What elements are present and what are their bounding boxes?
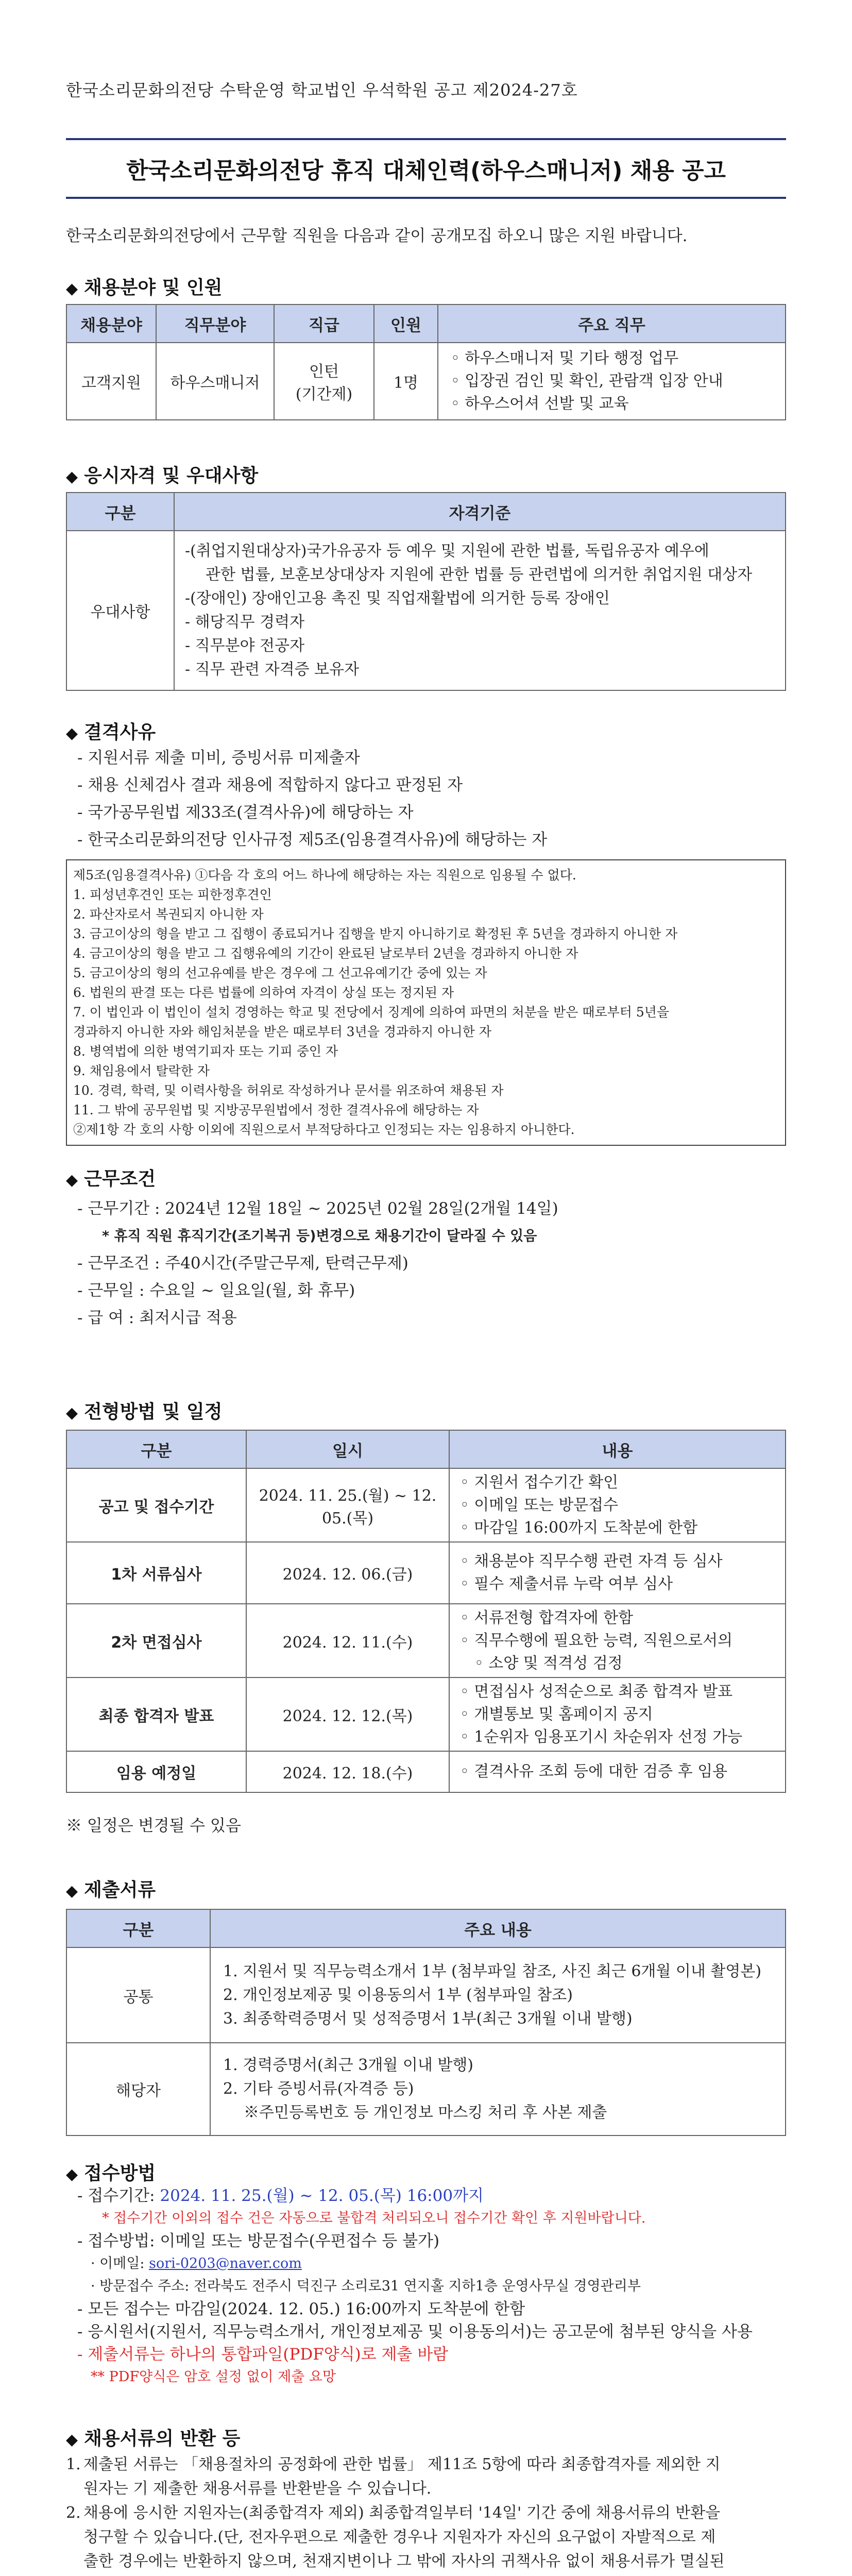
stage-date: 2024. 11. 25.(월) ~ 12. 05.(목) xyxy=(246,1468,449,1542)
section-heading-schedule: ◆ 전형방법 및 일정 xyxy=(66,1401,223,1422)
stage-date: 2024. 12. 18.(수) xyxy=(246,1751,449,1792)
stage-content: ◦ 면접심사 성적순으로 최종 합격자 발표 ◦ 개별통보 및 홈페이지 공지 ◦ 1순위자 임용포기시 차순위자 선정 가능 xyxy=(449,1677,786,1751)
apply-period-note: * 접수기간 이외의 접수 건은 자동으로 불합격 처리되오니 접수기간 확인 후 지원바랍니다. xyxy=(102,2210,646,2226)
return-list: 1. 제출된 서류는 「채용절차의 공정화에 관한 법률」 제11조 5항에 따라 최종합격자를 제외한 지 원자는 기 제출한 채용서류를 반환받을 수 있습니다. 2. 채용에 응시한 지원자는(최종합격자 제외) 최종합격일부터 '14일' 기간 중에 채용서류의 반환을 청구할 수 있습니다.(단, 전자우편으로 제출한 경우나 지원자가 자신의 요구없이 자발적으로 제 출한 경우에는 반환하지 않으며, 천재지변이나 그 밖에 자사의 귀책사유 없이 채용서류가 멸실된 xyxy=(66,2455,725,2570)
th-criteria: 자격기준 xyxy=(174,493,786,531)
cond-days: - 근무일 : 수요일 ~ 일요일(월, 화 휴무) xyxy=(77,1281,355,1300)
section-heading-conditions: ◆ 근무조건 xyxy=(66,1168,156,1190)
section-heading-qual: ◆ 응시자격 및 우대사항 xyxy=(66,465,259,486)
stage-name: 공고 및 접수기간 xyxy=(66,1468,246,1542)
diamond-icon: ◆ xyxy=(66,1404,78,1422)
apply-pdf-note: ** PDF양식은 암호 설정 없이 제출 요망 xyxy=(91,2369,336,2385)
duty-item: ◦ 입장권 검인 및 확인, 관람객 입장 안내 xyxy=(451,370,785,393)
recruit-job: 하우스매니저 xyxy=(156,343,274,420)
th-date: 일시 xyxy=(246,1430,449,1468)
disqual-list xyxy=(66,744,547,854)
diamond-icon: ◆ xyxy=(66,1171,78,1189)
stage-date: 2024. 12. 11.(수) xyxy=(246,1604,449,1677)
stage-name: 최종 합격자 발표 xyxy=(66,1677,246,1751)
page-title: 한국소리문화의전당 휴직 대체인력(하우스매니저) 채용 공고 xyxy=(126,158,726,184)
stage-name: 2차 면접심사 xyxy=(66,1604,246,1677)
section-heading-recruit: ◆ 채용분야 및 인원 xyxy=(66,277,223,298)
stage-date: 2024. 12. 06.(금) xyxy=(246,1542,449,1604)
documents-table xyxy=(66,1909,786,2136)
doc-applicable-list: 1. 경력증명서(최근 3개월 이내 발행) 2. 기타 증빙서류(자격증 등) ※주민등록번호 등 개인정보 마스킹 처리 후 사본 제출 xyxy=(210,2043,786,2136)
stage-content: ◦ 채용분야 직무수행 관련 자격 등 심사 ◦ 필수 제출서류 누락 여부 심사 xyxy=(449,1542,786,1604)
diamond-icon: ◆ xyxy=(66,724,78,742)
qual-item: - 직무분야 전공자 xyxy=(185,637,305,655)
article5-box: 제5조(임용결격사유) ①다음 각 호의 어느 하나에 해당하는 자는 직원으로 임용될 수 없다. 1. 피성년후견인 또는 피한정후견인 2. 파산자로서 복권되지 아니한 자 3. 금고이상의 형을 받고 그 집행이 종료되거나 집행을 받지 아니하기로 확정된 후 5년을 경과하지 아니한 자 4. 금고이상의 형을 받고 그 집행유예의 기간이 완료된 날로부터 2년을 경과하지 아니한 자 5. 금고이상의 형의 선고유예를 받은 경우에 그 선고유예기간 중에 있는 자 6. 법원의 판결 또는 다른 법률에 의하여 자격이 상실 또는 정지된 자 7. 이 법인과 이 법인이 설치 경영하는 학교 및 전당에서 징계에 의하여 파면의 처분을 받은 때로부터 5년을 경과하지 아니한 자와 해임처분을 받은 때로부터 3년을 경과하지 아니한 자 8. 병역법에 의한 병역기피자 또는 기피 중인 자 9. 채임용에서 탈락한 자 10. 경력, 학력, 및 이력사항을 허위로 작성하거나 문서를 위조하여 채용된 자 11. 그 밖에 공무원법 및 지방공무원법에서 정한 결격사유에 해당하는 자 ②제1항 각 호의 사항 이외에 직원으로서 부적당하다고 인정되는 자는 임용하지 아니한다. xyxy=(66,859,786,1146)
stage-date: 2024. 12. 12.(목) xyxy=(246,1677,449,1751)
cond-period: - 근무기간 : 2024년 12월 18일 ~ 2025년 02월 28일(2개월 14일) xyxy=(77,1199,558,1218)
stage-content: ◦ 서류전형 합격자에 한함 ◦ 직무수행에 필요한 능력, 직원으로서의 ◦ 소양 및 적격성 검정 xyxy=(449,1604,786,1677)
stage-content: ◦ 지원서 접수기간 확인 ◦ 이메일 또는 방문접수 ◦ 마감일 16:00까지 도착분에 한함 xyxy=(449,1468,786,1542)
section-heading-documents: ◆ 제출서류 xyxy=(66,1879,156,1901)
diamond-icon: ◆ xyxy=(66,468,78,486)
doc-common-label: 공통 xyxy=(66,1947,210,2043)
recruit-duties xyxy=(438,343,786,420)
th-content: 내용 xyxy=(449,1430,786,1468)
diamond-icon: ◆ xyxy=(66,2165,78,2183)
intro-text: 한국소리문화의전당에서 근무할 직원을 다음과 같이 공개모집 하오니 많은 지원 바랍니다. xyxy=(66,227,688,245)
qual-item: -(취업지원대상자)국가유공자 등 예우 및 지원에 관한 법률, 독립유공자 예우에 xyxy=(185,542,709,560)
section-heading-apply: ◆ 접수방법 xyxy=(66,2163,156,2184)
th-stage: 구분 xyxy=(66,1430,246,1468)
apply-merge: - 제출서류는 하나의 통합파일(PDF양식)로 제출 바람 xyxy=(77,2345,449,2364)
section-heading-return: ◆ 채용서류의 반환 등 xyxy=(66,2428,241,2449)
apply-list xyxy=(66,2184,753,2388)
diamond-icon: ◆ xyxy=(66,280,78,298)
schedule-table xyxy=(66,1430,786,1793)
duty-item: ◦ 하우스어셔 선발 및 교육 xyxy=(451,393,785,415)
qual-table xyxy=(66,492,786,691)
cond-period-note: * 휴직 직원 휴직기간(조기복귀 등)변경으로 채용기간이 달라질 수 있음 xyxy=(102,1228,537,1244)
disqual-item: - 국가공무원법 제33조(결격사유)에 해당하는 자 xyxy=(77,803,414,822)
recruit-field: 고객지원 xyxy=(66,343,156,420)
th-duties: 주요 직무 xyxy=(438,304,786,343)
disqual-item: - 지원서류 제출 미비, 증빙서류 미제출자 xyxy=(77,749,360,767)
cond-pay: - 급 여 : 최저시급 적용 xyxy=(77,1309,237,1327)
stage-name: 1차 서류심사 xyxy=(66,1542,246,1604)
title-box xyxy=(66,138,786,199)
th-count: 인원 xyxy=(374,304,438,343)
qual-item: - 직무 관련 자격증 보유자 xyxy=(185,660,360,679)
qual-category: 우대사항 xyxy=(66,531,174,690)
apply-period: - 접수기간: 2024. 11. 25.(월) ~ 12. 05.(목) 16:00까지 xyxy=(77,2187,484,2205)
qual-item: 관한 법률, 보훈보상대상자 지원에 관한 법률 등 관련법에 의거한 취업지원 대상자 xyxy=(206,566,753,584)
email-link[interactable]: sori-0203@naver.com xyxy=(149,2256,302,2272)
recruit-table xyxy=(66,304,786,420)
disqual-item: - 채용 신체검사 결과 채용에 적합하지 않다고 판정된 자 xyxy=(77,776,463,794)
th-job: 직무분야 xyxy=(156,304,274,343)
section-heading-disqual: ◆ 결격사유 xyxy=(66,722,156,743)
apply-deadline: - 모든 접수는 마감일(2024. 12. 05.) 16:00까지 도착분에 한함 xyxy=(77,2300,525,2318)
qual-items xyxy=(174,531,786,690)
schedule-note: ※ 일정은 변경될 수 있음 xyxy=(66,1817,241,1835)
recruit-grade: 인턴 (기간제) xyxy=(274,343,374,420)
diamond-icon: ◆ xyxy=(66,2431,78,2449)
notice-number: 한국소리문화의전당 수탁운영 학교법인 우석학원 공고 제2024-27호 xyxy=(66,80,578,100)
th-grade: 직급 xyxy=(274,304,374,343)
apply-visit: · 방문접수 주소: 전라북도 전주시 덕진구 소리로31 연지홀 지하1층 운영사무실 경영관리부 xyxy=(91,2278,641,2294)
stage-name: 임용 예정일 xyxy=(66,1751,246,1792)
qual-item: - 해당직무 경력자 xyxy=(185,613,305,631)
qual-item: -(장애인) 장애인고용 촉진 및 직업재활법에 의거한 등록 장애인 xyxy=(185,589,610,607)
conditions-list xyxy=(66,1195,558,1332)
apply-email: · 이메일: sori-0203@naver.com xyxy=(91,2256,302,2272)
disqual-item: - 한국소리문화의전당 인사규정 제5조(임용결격사유)에 해당하는 자 xyxy=(77,831,548,849)
cond-hours: - 근무조건 : 주40시간(주말근무제, 탄력근무제) xyxy=(77,1254,408,1273)
recruit-count: 1명 xyxy=(374,343,438,420)
doc-common-list: 1. 지원서 및 직무능력소개서 1부 (첨부파일 참조, 사진 최근 6개월 이내 촬영본) 2. 개인정보제공 및 이용동의서 1부 (첨부파일 참조) 3. 최종학력증명서 및 성적증명서 1부(최근 3개월 이내 발행) xyxy=(210,1947,786,2043)
apply-forms: - 응시원서(지원서, 직무능력소개서, 개인정보제공 및 이용동의서)는 공고문에 첨부된 양식을 사용 xyxy=(77,2323,753,2341)
duty-item: ◦ 하우스매니저 및 기타 행정 업무 xyxy=(451,347,785,370)
th-category: 구분 xyxy=(66,493,174,531)
stage-content: ◦ 결격사유 조회 등에 대한 검증 후 임용 xyxy=(449,1751,786,1792)
th-doc-content: 주요 내용 xyxy=(210,1909,786,1947)
th-doc-category: 구분 xyxy=(66,1909,210,1947)
doc-applicable-label: 해당자 xyxy=(66,2043,210,2136)
apply-method: - 접수방법: 이메일 또는 방문접수(우편접수 등 불가) xyxy=(77,2232,440,2250)
th-field: 채용분야 xyxy=(66,304,156,343)
diamond-icon: ◆ xyxy=(66,1882,78,1900)
